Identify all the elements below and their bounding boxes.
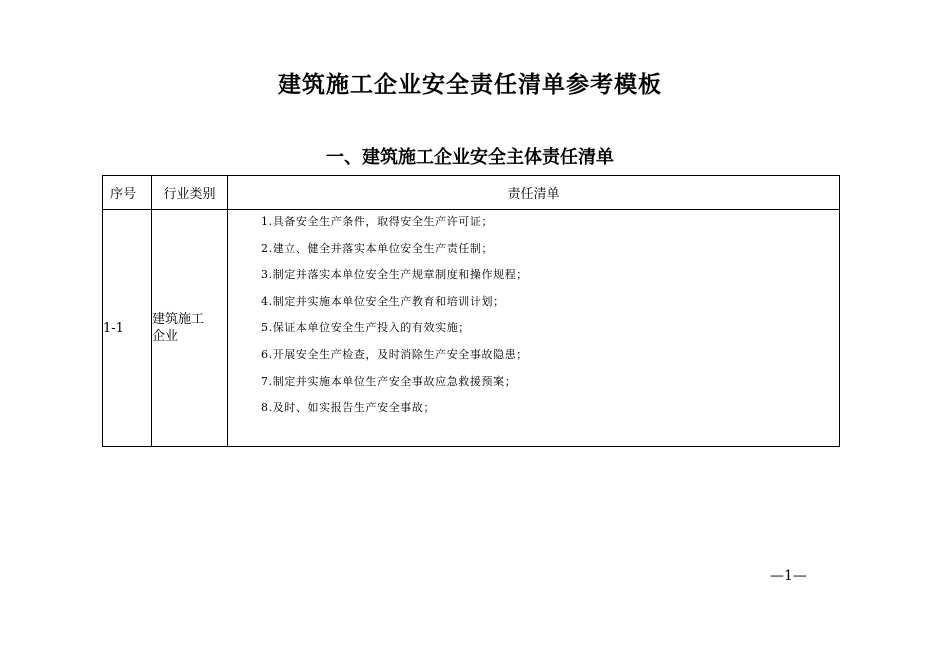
row-seq-cell: 1-1 xyxy=(103,210,152,447)
duty-item: 6.开展安全生产检查，及时消除生产安全事故隐患； xyxy=(261,347,528,361)
duty-item: 1.具备安全生产条件，取得安全生产许可证； xyxy=(261,215,494,228)
duty-item: 2.建立、健全并落实本单位安全生产责任制； xyxy=(261,241,494,255)
duty-item: 3.制定并落实本单位安全生产规章制度和操作规程； xyxy=(261,268,528,282)
document-title: 建筑施工企业安全责任清单参考模板 xyxy=(278,72,662,98)
table-header-row xyxy=(103,176,840,210)
section-title: 一、建筑施工企业安全主体责任清单 xyxy=(326,147,614,168)
duty-item: 7.制定并实施本单位生产安全事故应急救援预案； xyxy=(261,374,517,388)
row-duties-cell xyxy=(228,210,840,447)
industry-text: 建筑施工企业 xyxy=(152,312,205,344)
row-industry-cell xyxy=(152,210,228,447)
responsibility-table xyxy=(102,175,840,447)
duty-item: 4.制定并实施本单位安全生产教育和培训计划； xyxy=(261,294,505,308)
table-row xyxy=(103,210,840,447)
duty-item: 8.及时、如实报告生产安全事故； xyxy=(261,401,436,415)
page-number: —1— xyxy=(770,568,807,584)
header-seq: 序号 xyxy=(103,176,152,210)
header-duties: 责任清单 xyxy=(228,176,840,210)
header-industry: 行业类别 xyxy=(152,176,228,210)
duty-item: 5.保证本单位安全生产投入的有效实施； xyxy=(261,321,470,335)
duty-list xyxy=(228,209,839,422)
